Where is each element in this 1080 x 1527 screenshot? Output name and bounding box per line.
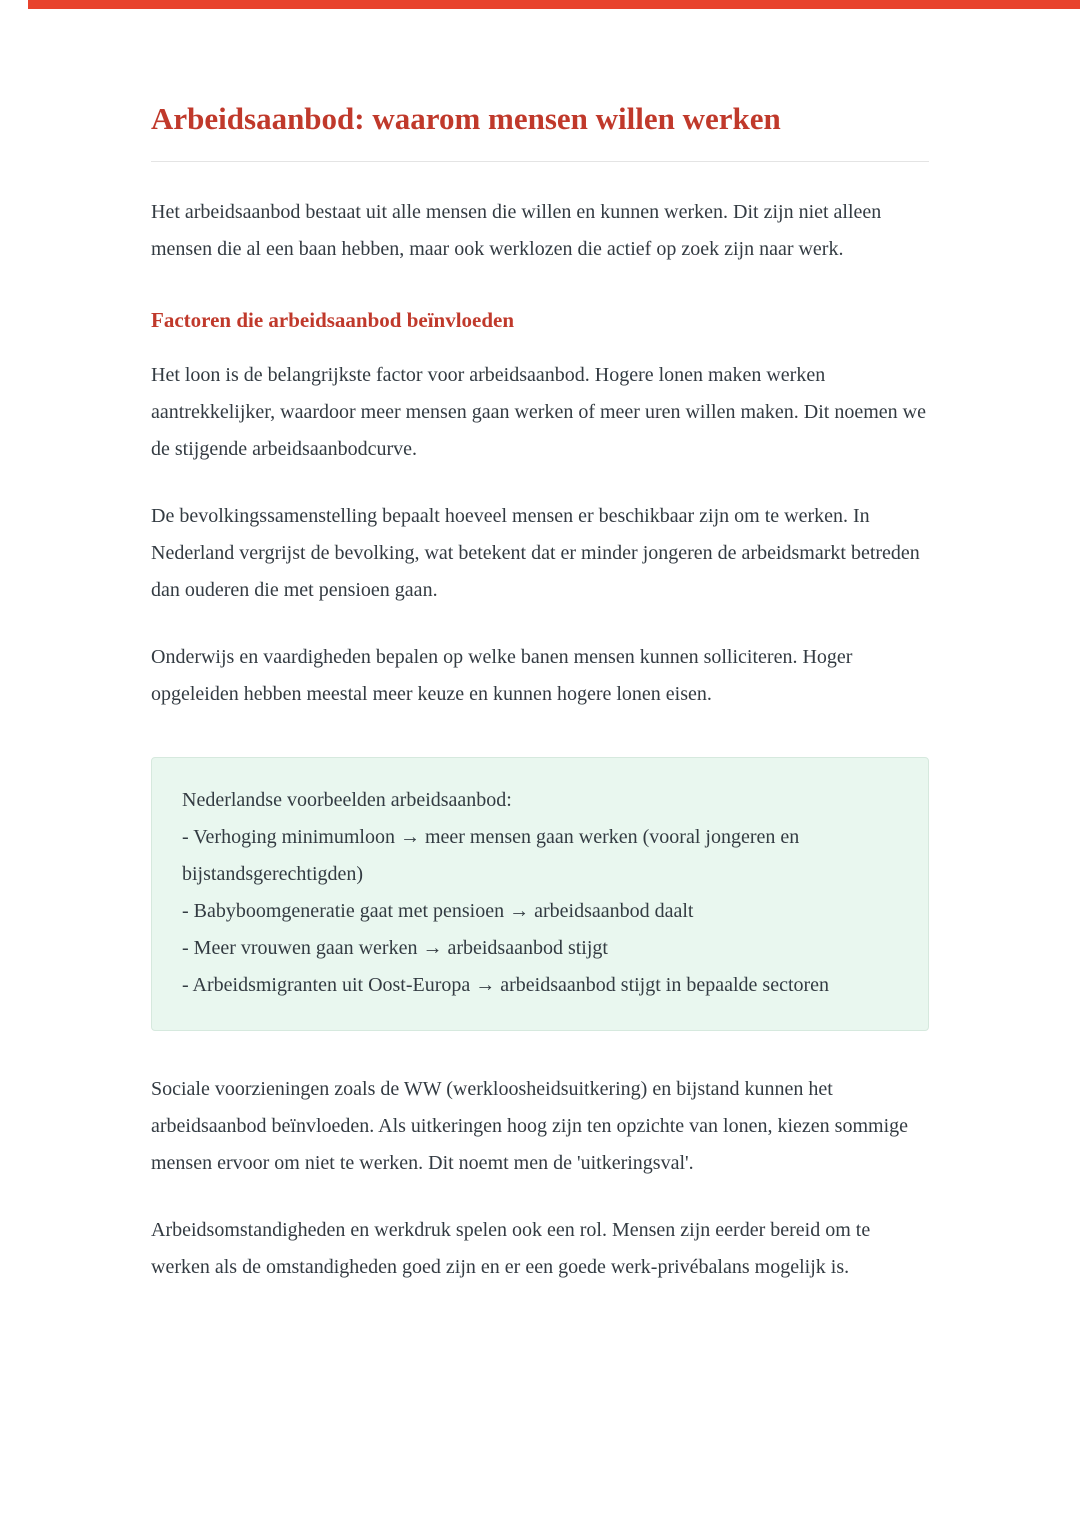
- article-page: [151, 0, 929, 1436]
- example-box: [151, 757, 929, 1031]
- example-box-title: Nederlandse voorbeelden arbeidsaanbod:: [182, 788, 512, 811]
- paragraph-sociale-voorzieningen: Sociale voorzieningen zoals de WW (werkloosheidsuitkering) en bijstand kunnen het arbeidsaanbod beïnvloeden. Als uitkeringen hoog zijn ten opzichte van lonen, kiezen sommige mensen ervoor om niet te werken. Dit noemt men de 'uitkeringsval'.: [151, 1077, 909, 1174]
- example-item-vrouwen: - Meer vrouwen gaan werken → arbeidsaanbod stijgt: [182, 936, 608, 959]
- example-item-arbeidsmigranten: - Arbeidsmigranten uit Oost-Europa → arbeidsaanbod stijgt in bepaalde sectoren: [182, 973, 830, 996]
- paragraph-loon: Het loon is de belangrijkste factor voor arbeidsaanbod. Hogere lonen maken werken aantrekkelijker, waardoor meer mensen gaan werken of meer uren willen maken. Dit noemen we de stijgende arbeidsaanbodcurve.: [151, 363, 926, 460]
- example-item-minimumloon: - Verhoging minimumloon → meer mensen gaan werken (vooral jongeren en bijstandsgerechtigden): [182, 825, 800, 885]
- title-divider: [151, 161, 929, 162]
- intro-paragraph: Het arbeidsaanbod bestaat uit alle mensen die willen en kunnen werken. Dit zijn niet alleen mensen die al een baan hebben, maar ook werklozen die actief op zoek zijn naar werk.: [151, 200, 882, 260]
- top-progress-bar: [28, 0, 1080, 9]
- section-heading-factoren: Factoren die arbeidsaanbod beïnvloeden: [151, 307, 515, 332]
- example-item-babyboom: - Babyboomgeneratie gaat met pensioen → arbeidsaanbod daalt: [182, 899, 694, 922]
- paragraph-onderwijs: Onderwijs en vaardigheden bepalen op welke banen mensen kunnen solliciteren. Hoger opgeleiden hebben meestal meer keuze en kunnen hogere lonen eisen.: [151, 645, 853, 705]
- paragraph-arbeidsomstandigheden: Arbeidsomstandigheden en werkdruk spelen ook een rol. Mensen zijn eerder bereid om te werken als de omstandigheden goed zijn en er een goede werk-privébalans mogelijk is.: [151, 1218, 871, 1278]
- page-title: Arbeidsaanbod: waarom mensen willen werken: [151, 101, 781, 136]
- paragraph-bevolkingssamenstelling: De bevolkingssamenstelling bepaalt hoeveel mensen er beschikbaar zijn om te werken. In Nederland vergrijst de bevolking, wat betekent dat er minder jongeren de arbeidsmarkt betreden dan ouderen die met pensioen gaan.: [151, 504, 920, 601]
